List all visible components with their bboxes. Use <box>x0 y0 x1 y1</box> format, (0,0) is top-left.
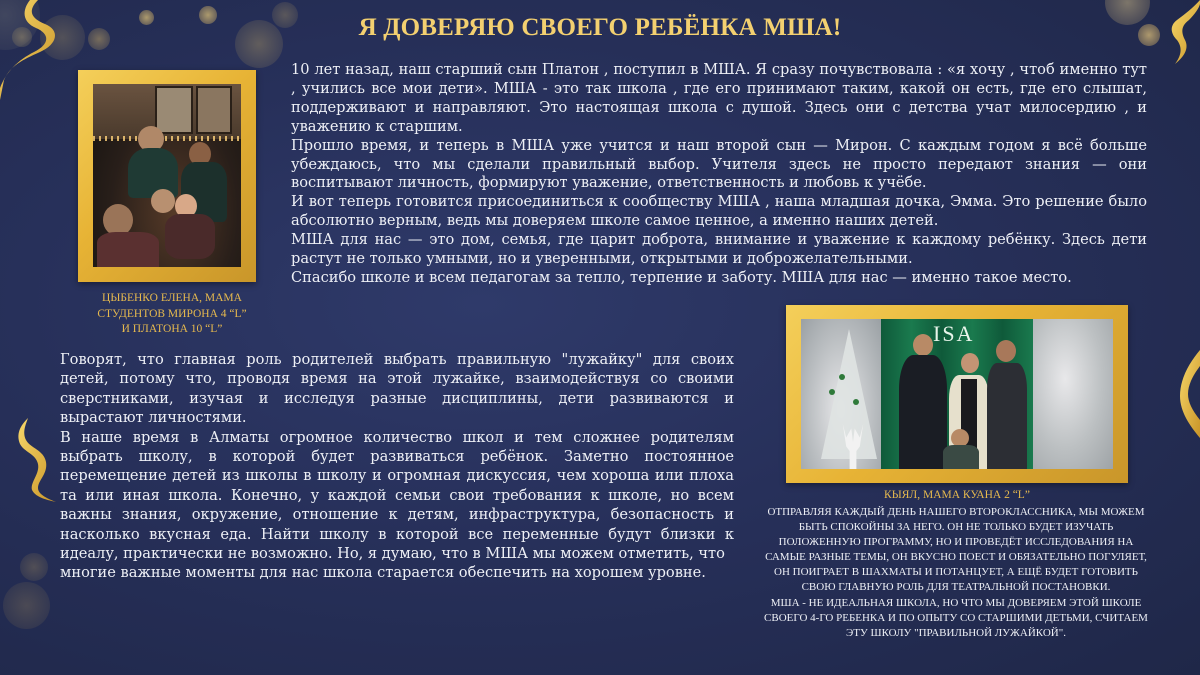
author-caption-right: КЫЯЛ, МАМА КУАНА 2 “L” <box>884 489 1030 501</box>
paragraph: МША для нас — это дом, семья, где царит доброта, внимание и уважение к каждому ребёнку. Здесь дети растут не только умными, но и уверенными, открытыми и доброжелательными. <box>291 231 1147 268</box>
gold-ribbon-icon <box>8 418 56 503</box>
quote-line: ПОЛОЖЕННУЮ ПРОГРАММУ, НО И ПРОВЕДЁТ ИССЛЕДОВАНИЯ НА <box>778 536 1134 549</box>
caption-line: И ПЛАТОНА 10 “L” <box>121 323 223 335</box>
quote-line: МША - НЕ ИДЕАЛЬНАЯ ШКОЛА, НО ЧТО МЫ ДОВЕРЯЕМ ЭТОЙ ШКОЛЕ <box>770 596 1142 609</box>
quote-line: САМЫЕ РАЗНЫЕ ТЕМЫ, ОН ВКУСНО ПОЕСТ И ОБЯЗАТЕЛЬНО ПОГУЛЯЕТ, <box>765 551 1147 564</box>
quote-line: БЫТЬ СПОКОЙНЫ ЗА НЕГО. ОН НЕ ТОЛЬКО БУДЕТ ИЗУЧАТЬ <box>798 521 1114 534</box>
author-caption-left <box>62 291 282 338</box>
caption-line: ЦЫБЕНКО ЕЛЕНА, МАМА <box>102 292 242 304</box>
caption-line: СТУДЕНТОВ МИРОНА 4 “L” <box>97 307 247 320</box>
family-photo-fireplace <box>93 84 241 267</box>
paragraph: И вот теперь готовится присоединиться к сообществу МША , наша младшая дочка, Эмма. Это решение было абсолютно верным, ведь мы доверяем школе самое ценное, а именно наших детей. <box>291 193 1147 230</box>
bokeh-circle-icon <box>20 553 48 581</box>
paragraph: Прошло время, и теперь в МША уже учится и наш второй сын — Мирон. С каждым годом я всё больше убеждаюсь, что мы сделали правильный выбор. Учителя здесь не просто передают знания — они воспитывают личность, формируют уважение, ответственность и любовь к учёбе. <box>291 136 1147 192</box>
photo-frame-right <box>786 305 1128 483</box>
photo-frame-left <box>78 70 256 282</box>
quote-line: ОТПРАВЛЯЯ КАЖДЫЙ ДЕНЬ НАШЕГО ВТОРОКЛАССНИКА, МЫ МОЖЕМ <box>767 506 1145 518</box>
testimonial-text-bottom-left <box>60 350 734 583</box>
page-title: Я ДОВЕРЯЮ СВОЕГО РЕБЁНКА МША! <box>358 14 842 41</box>
paragraph: Спасибо школе и всем педагогам за тепло, терпение и заботу. МША для нас — именно такое место. <box>291 268 1072 286</box>
quote-line: СВОЕГО 4-ГО РЕБЕНКА И ПО ОПЫТУ СО СТАРШИМИ ДЕТЬМИ, СЧИТАЕМ <box>764 611 1148 624</box>
bokeh-circle-icon <box>3 582 50 629</box>
quote-line: ЭТУ ШКОЛУ "ПРАВИЛЬНОЙ ЛУЖАЙКОЙ". <box>846 626 1066 639</box>
paragraph: 10 лет назад, наш старший сын Платон , поступил в МША. Я сразу почувствовала : «я хочу , чтоб именно тут , учились все мои дети». МША - это так школа , где его принимают таким, какой он есть, где его слышат, поддерживают и направляют. Это настоящая школа с душой. Здесь они с детства учат милосердию , и уважению к старшим. <box>291 61 1147 135</box>
quote-line: ОН ПОИГРАЕТ В ШАХМАТЫ И ПОТАНЦУЕТ, А ЕЩЁ БУДЕТ ГОТОВИТЬ <box>774 566 1138 579</box>
paragraph: многие важные моменты для нас школа старается обеспечить на хорошем уровне. <box>60 564 706 582</box>
testimonial-quote-right <box>740 505 1172 641</box>
isa-sign: ISA <box>933 321 975 346</box>
gold-ribbon-icon <box>1176 350 1200 440</box>
testimonial-text-top <box>291 61 1147 288</box>
paragraph: Говорят, что главная роль родителей выбрать правильную "лужайку" для своих детей, потому что, проводя время на этой лужайке, взаимодействуя со своими сверстниками, изучая и исследуя разные дисциплины, дети развиваются и вырастают личностями. <box>60 351 734 427</box>
family-photo-christmas <box>801 319 1113 469</box>
quote-line: СВОЮ ГЛАВНУЮ РОЛЬ ДЛЯ ТЕАТРАЛЬНОЙ ПОСТАНОВКИ. <box>801 581 1111 594</box>
paragraph: В наше время в Алматы огромное количество школ и тем сложнее родителям выбрать школу, в которой будет развиваться ребёнок. Заметно постоянное перемещение детей из школы в школу и огромная дискуссия, чем хороша или плоха та или иная школа. Конечно, у каждой семьи свои требования к школе, но всем важны знания, окружение, отношение к детям, инфраструктура, безопасность и насколько вкусная еда. Найти школу в которой все переменные будут близки к идеалу, практически не возможно. Но, я думаю, что в МША мы можем отметить, что <box>60 428 734 563</box>
